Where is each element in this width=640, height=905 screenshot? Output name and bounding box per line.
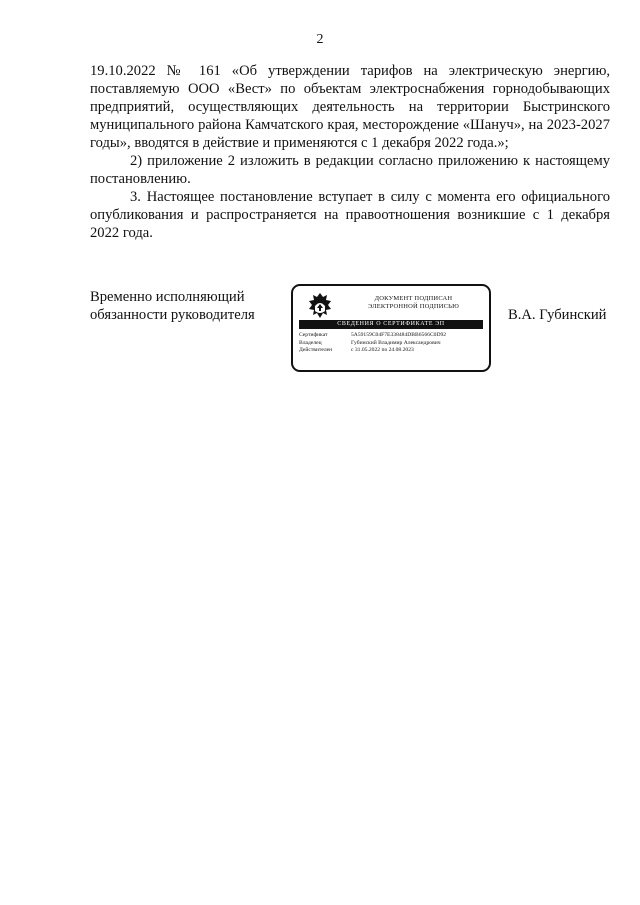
signer-title-line-2: обязанности руководителя xyxy=(90,307,255,323)
signer-name: В.А. Губинский xyxy=(508,307,607,323)
stamp-row-value: 5A59159C04F7E338484DBB6566C0D92 xyxy=(351,332,447,338)
page-number: 2 xyxy=(316,32,324,47)
stamp-heading xyxy=(341,295,486,311)
e-signature-stamp xyxy=(291,284,491,372)
paragraph-item-3: 3. Настоящее постановление вступает в силу с момента его официального опубликования и распространяется на правоотношения возникшие с 1 декабря 2022 года. xyxy=(90,189,610,241)
stamp-details xyxy=(299,332,485,355)
coat-of-arms-icon xyxy=(307,292,333,320)
stamp-row-validity xyxy=(299,347,485,355)
stamp-row-certificate xyxy=(299,332,485,340)
stamp-row-key: Владелец xyxy=(299,339,322,346)
stamp-certificate-bar: СВЕДЕНИЯ О СЕРТИФИКАТЕ ЭП xyxy=(299,320,483,329)
stamp-row-key: Сертификат xyxy=(299,332,328,338)
signer-title xyxy=(90,288,255,324)
paragraph-continuation: 19.10.2022 № 161 «Об утверждении тарифов на электрическую энергию, поставляемую ООО «Вест» по объектам электроснабжения горнодобывающих предприятий, осуществляющих деятельность на территории Быстринского муниципального района Камчатского края, месторождение «Шануч», на 2023-2027 годы», вводятся в действие и применяются с 1 декабря 2022 года.»; xyxy=(90,63,610,151)
stamp-row-value: Губинский Владимир Александрович xyxy=(351,339,441,346)
document-body xyxy=(90,62,610,242)
stamp-heading-line-2: ЭЛЕКТРОННОЙ ПОДПИСЬЮ xyxy=(368,303,459,310)
paragraph-item-2: 2) приложение 2 изложить в редакции согласно приложению к настоящему постановлению. xyxy=(90,153,610,187)
stamp-row-key: Действителен xyxy=(299,347,333,354)
signer-title-line-1: Временно исполняющий xyxy=(90,289,245,305)
stamp-heading-line-1: ДОКУМЕНТ ПОДПИСАН xyxy=(374,295,453,302)
stamp-row-value: с 31.05.2022 по 24.08.2023 xyxy=(351,347,414,354)
